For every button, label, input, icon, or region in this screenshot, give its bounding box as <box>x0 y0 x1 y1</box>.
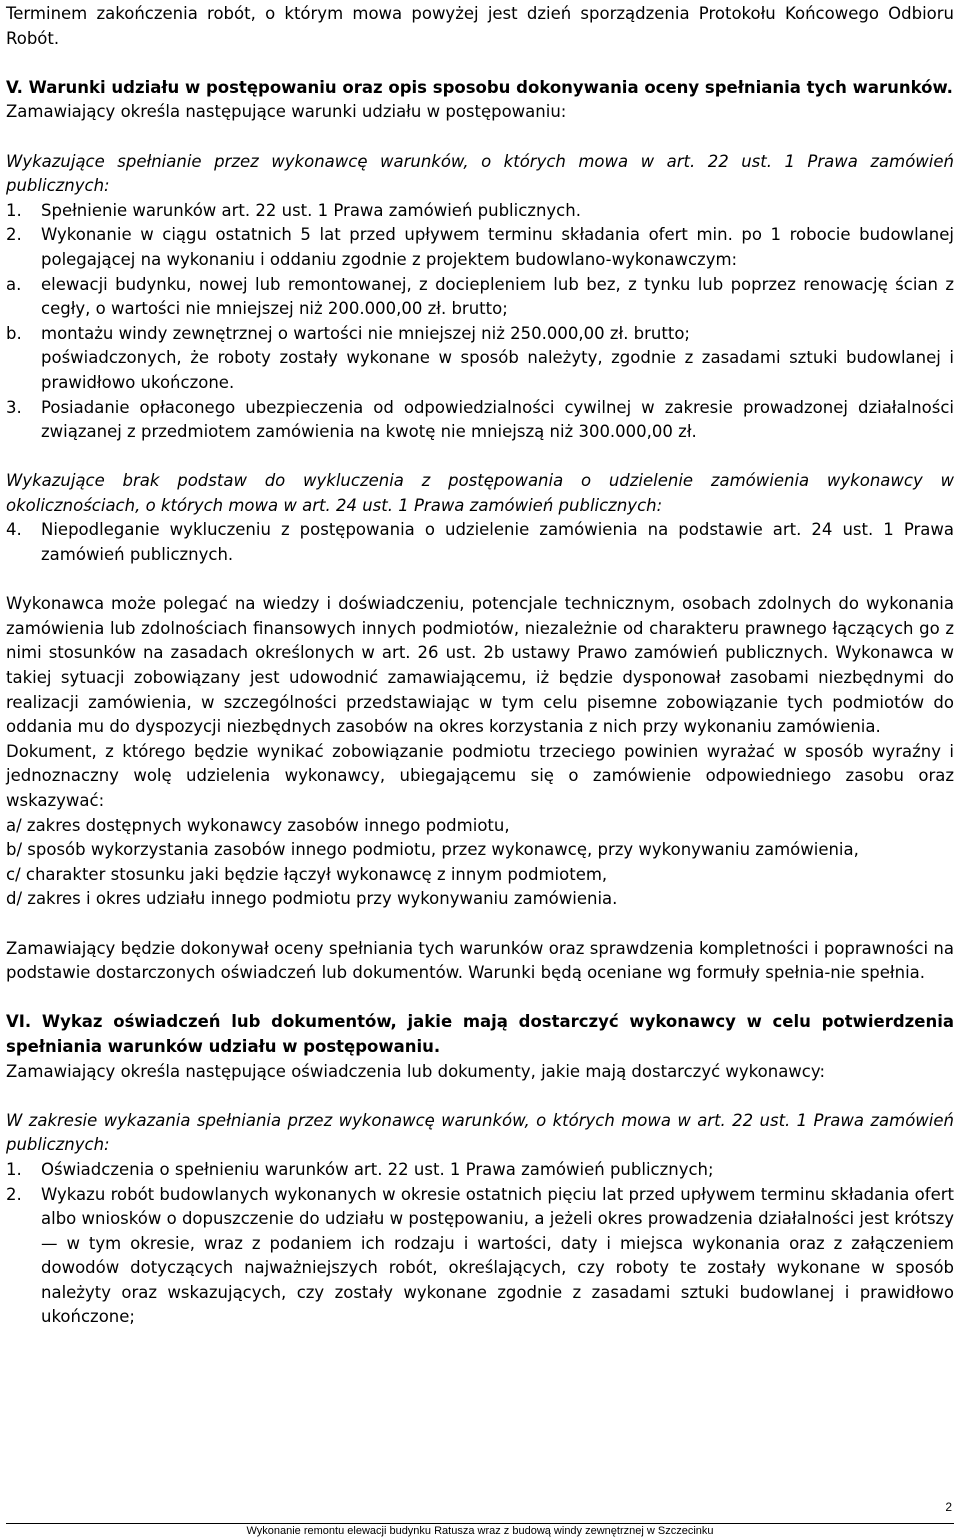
paragraph: Dokument, z którego będzie wynikać zobowiązanie podmiotu trzeciego powinien wyrażać w sposób wyraźny i jednoznaczny wolę udzielenia wykonawcy, ubiegającemu się o zamówienie odpowiedniego zasobu oraz wskazywać: <box>6 741 954 810</box>
list-item: b. montażu windy zewnętrznej o wartości nie mniejszej niż 250.000,00 zł. brutto; <box>6 323 690 343</box>
section-5-heading: V. Warunki udziału w postępowaniu oraz opis sposobu dokonywania oceny spełniania tych warunków. <box>6 77 953 97</box>
intro-paragraph: Terminem zakończenia robót, o którym mowa powyżej jest dzień sporządzenia Protokołu Końcowego Odbioru Robót. <box>6 4 954 48</box>
document-body <box>6 2 954 1330</box>
list-item: a. elewacji budynku, nowej lub remontowanej, z dociepleniem lub bez, z tynku lub poprzez renowację ścian z cegły, o wartości nie mniejszej niż 200.000,00 zł. brutto; <box>6 274 954 319</box>
list-item: 4. Niepodleganie wykluczeniu z postępowania o udzielenie zamówienia na podstawie art. 24 ust. 1 Prawa zamówień publicznych. <box>6 520 954 565</box>
paragraph: c/ charakter stosunku jaki będzie łączył wykonawcę z innym podmiotem, <box>6 864 608 884</box>
list-continuation: poświadczonych, że roboty zostały wykonane w sposób należyty, zgodnie z zasadami sztuki budowlanej i prawidłowo ukończone. <box>41 348 954 392</box>
paragraph: Wykonawca może polegać na wiedzy i doświadczeniu, potencjale technicznym, osobach zdolnych do wykonania zamówienia lub zdolnościach finansowych innych podmiotów, niezależnie od charakteru prawnego łączących go z nimi stosunków na zasadach określonych w art. 26 ust. 2b ustawy Prawo zamówień publicznych. Wykonawca w takiej sytuacji zobowiązany jest udowodnić zamawiającemu, iż będzie dysponował zasobami niezbędnymi do realizacji zamówienia, w szczególności przedstawiając w tym celu pisemne zobowiązanie tych podmiotów do oddania mu do dyspozycji niezbędnych zasobów na okres korzystania z nich przy wykonaniu zamówienia. <box>6 594 954 737</box>
list-item: 1. Oświadczenia o spełnieniu warunków art. 22 ust. 1 Prawa zamówień publicznych; <box>6 1159 714 1179</box>
footer-text: Wykonanie remontu elewacji budynku Ratusza wraz z budową windy zewnętrznej w Szczecinku <box>246 1525 714 1537</box>
list-item: 3. Posiadanie opłaconego ubezpieczenia od odpowiedzialności cywilnej w zakresie prowadzonej działalności związanej z przedmiotem zamówienia na kwotę nie mniejszą niż 300.000,00 zł. <box>6 397 954 442</box>
section-5-lead: Zamawiający określa następujące warunki udziału w postępowaniu: <box>6 102 567 122</box>
section-6-subheading: W zakresie wykazania spełniania przez wykonawcę warunków, o których mowa w art. 22 ust. 1 Prawa zamówień publicznych: <box>6 1110 954 1155</box>
paragraph: d/ zakres i okres udziału innego podmiotu przy wykonywaniu zamówienia. <box>6 889 618 909</box>
section-5-subheading-2: Wykazujące brak podstaw do wykluczenia z postępowania o udzielenie zamówienia wykonawcy w okolicznościach, o których mowa w art. 24 ust. 1 Prawa zamówień publicznych: <box>6 471 954 515</box>
list-item: 2. Wykonanie w ciągu ostatnich 5 lat przed upływem terminu składania ofert min. po 1 robocie budowlanej polegającej na wykonaniu i oddaniu zgodnie z projektem budowlano-wykonawczym: <box>6 225 954 269</box>
section-6-lead: Zamawiający określa następujące oświadczenia lub dokumenty, jakie mają dostarczyć wykonawcy: <box>6 1061 825 1081</box>
list-item: 1. Spełnienie warunków art. 22 ust. 1 Prawa zamówień publicznych. <box>6 200 581 220</box>
paragraph: Zamawiający będzie dokonywał oceny spełniania tych warunków oraz sprawdzenia kompletności i poprawności na podstawie dostarczonych oświadczeń lub dokumentów. Warunki będą oceniane wg formuły spełnia-nie spełnia. <box>6 938 954 983</box>
section-5-subheading-1: Wykazujące spełnianie przez wykonawcę warunków, o których mowa w art. 22 ust. 1 Prawa zamówień publicznych: <box>6 151 954 196</box>
paragraph: b/ sposób wykorzystania zasobów innego podmiotu, przez wykonawcę, przy wykonywaniu zamówienia, <box>6 840 859 860</box>
page-number: 2 <box>945 1500 952 1514</box>
list-item: 2. Wykazu robót budowlanych wykonanych w okresie ostatnich pięciu lat przed upływem terminu składania ofert albo wniosków o dopuszczenie do udziału w postępowaniu, a jeżeli okres prowadzenia działalności jest krótszy — w tym okresie, wraz z podaniem ich rodzaju i wartości, daty i miejsca wykonania oraz z załączeniem dowodów dotyczących najważniejszych robót, określających, czy roboty te zostały wykonane w sposób należyty oraz wskazujących, czy zostały wykonane zgodnie z zasadami sztuki budowlanej i prawidłowo ukończone; <box>6 1184 954 1327</box>
section-6-heading: VI. Wykaz oświadczeń lub dokumentów, jakie mają dostarczyć wykonawcy w celu potwierdzenia spełniania warunków udziału w postępowaniu. <box>6 1012 954 1056</box>
paragraph: a/ zakres dostępnych wykonawcy zasobów innego podmiotu, <box>6 815 510 835</box>
